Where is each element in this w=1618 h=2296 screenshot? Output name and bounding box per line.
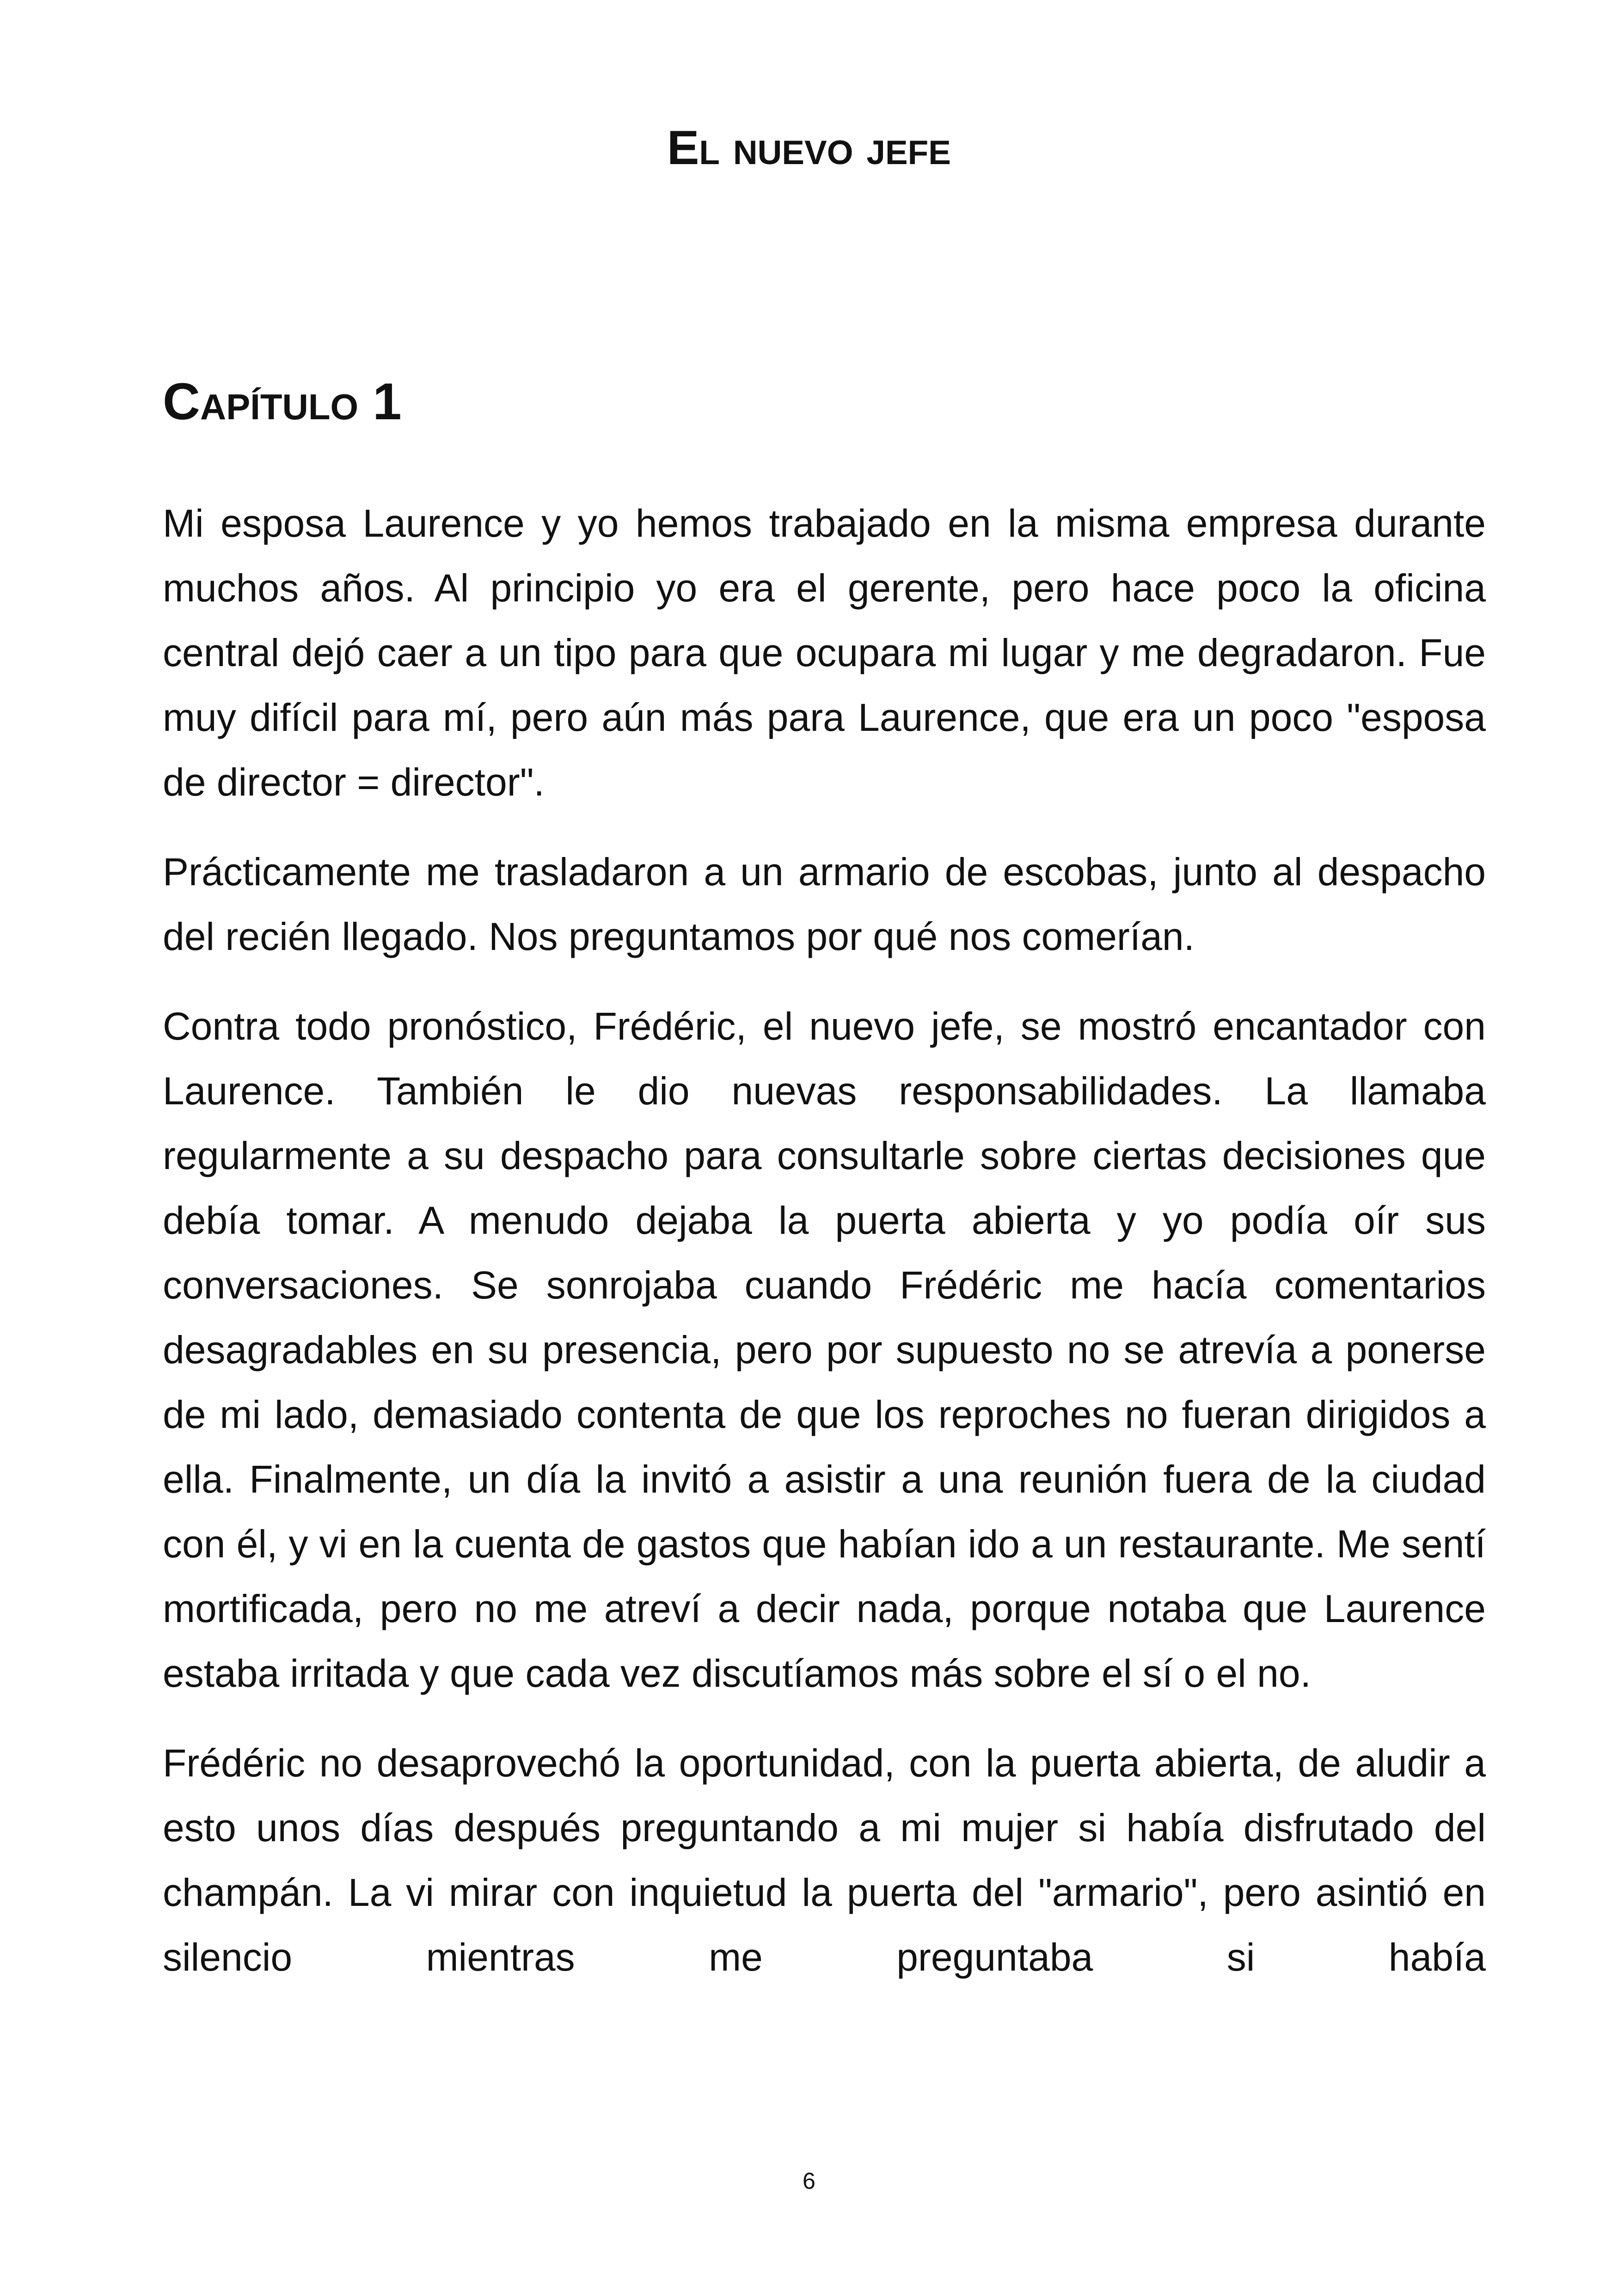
paragraph: Frédéric no desaprovechó la oportunidad, con la puerta abierta, de aludir a esto unos días después preguntando a mi mujer si había disfrutado del champán. La vi mirar con inquietud la puerta del "armario", pero asintió en silencio mientras me preguntaba si había: [163, 1741, 1486, 1979]
book-title: El nuevo jefe: [667, 121, 951, 175]
paragraph: Contra todo pronóstico, Frédéric, el nuevo jefe, se mostró encantador con Laurence. También le dio nuevas responsabilidades. La llamaba regularmente a su despacho para consultarle sobre ciertas decisiones que debía tomar. A menudo dejaba la puerta abierta y yo podía oír sus conversaciones. Se sonrojaba cuando Frédéric me hacía comentarios desagradables en su presencia, pero por supuesto no se atrevía a ponerse de mi lado, demasiado contenta de que los reproches no fueran dirigidos a ella. Finalmente, un día la invitó a asistir a una reunión fuera de la ciudad con él, y vi en la cuenta de gastos que habían ido a un restaurante. Me sentí mortificada, pero no me atreví a decir nada, porque notaba que Laurence estaba irritada y que cada vez discutíamos más sobre el sí o el no.: [163, 1004, 1486, 1695]
paragraph: Prácticamente me trasladaron a un armario de escobas, junto al despacho del recién llegado. Nos preguntamos por qué nos comerían.: [163, 850, 1486, 958]
body-text: [163, 491, 1486, 2014]
page-number: 6: [803, 2168, 815, 2194]
paragraph: Mi esposa Laurence y yo hemos trabajado en la misma empresa durante muchos años. Al principio yo era el gerente, pero hace poco la oficina central dejó caer a un tipo para que ocupara mi lugar y me degradaron. Fue muy difícil para mí, pero aún más para Laurence, que era un poco "esposa de director = director".: [163, 502, 1486, 804]
chapter-title: Capítulo 1: [163, 373, 402, 430]
